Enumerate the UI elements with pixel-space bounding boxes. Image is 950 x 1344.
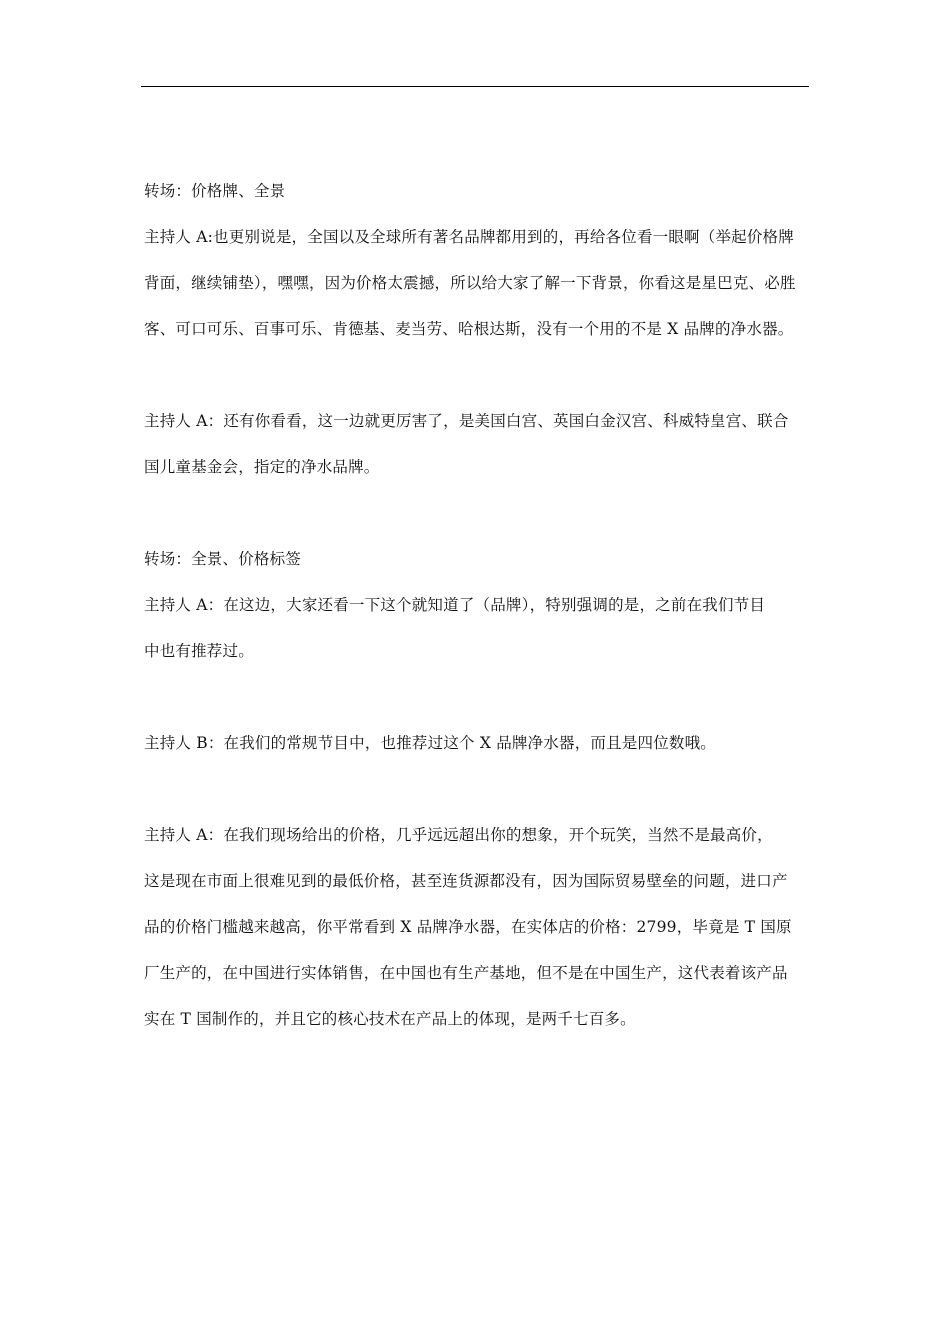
paragraph-gap <box>144 352 816 398</box>
text-line: 主持人 A：在我们现场给出的价格，几乎远远超出你的想象，开个玩笑，当然不是最高价， <box>144 826 773 844</box>
text-line: 客、可口可乐、百事可乐、肯德基、麦当劳、哈根达斯，没有一个用的不是 X 品牌的净水器。 <box>144 320 794 338</box>
text-line: 厂生产的，在中国进行实体销售，在中国也有生产基地，但不是在中国生产，这代表着该产品 <box>144 964 788 982</box>
transition-1 <box>144 168 816 214</box>
text-line: 主持人 B：在我们的常规节目中，也推荐过这个 X 品牌净水器，而且是四位数哦。 <box>144 734 717 752</box>
text-line: 国儿童基金会，指定的净水品牌。 <box>144 458 380 476</box>
text-line: 转场：价格牌、全景 <box>144 182 286 200</box>
paragraph-gap <box>144 674 816 720</box>
text-line: 转场：全景、价格标签 <box>144 550 302 568</box>
speech-host-a-2 <box>144 398 816 490</box>
text-line: 实在 T 国制作的，并且它的核心技术在产品上的体现，是两千七百多。 <box>144 1010 636 1028</box>
text-line: 这是现在市面上很难见到的最低价格，甚至连货源都没有，因为国际贸易壁垒的问题，进口产 <box>144 872 788 890</box>
speech-host-b-1 <box>144 720 816 766</box>
text-line: 中也有推荐过。 <box>144 642 254 660</box>
paragraph-gap <box>144 766 816 812</box>
speech-host-a-4 <box>144 812 816 1042</box>
header-rule <box>141 86 809 87</box>
document-body <box>144 168 816 1042</box>
text-line: 主持人 A:也更别说是，全国以及全球所有著名品牌都用到的，再给各位看一眼啊（举起价格牌 <box>144 228 794 246</box>
paragraph-gap <box>144 490 816 536</box>
transition-2 <box>144 536 816 582</box>
text-line: 主持人 A：还有你看看，这一边就更厉害了，是美国白宫、英国白金汉宫、科威特皇宫、联合 <box>144 412 789 430</box>
text-line: 背面，继续铺垫），嘿嘿，因为价格太震撼，所以给大家了解一下背景，你看这是星巴克、必胜 <box>144 274 796 292</box>
text-line: 主持人 A：在这边，大家还看一下这个就知道了（品牌），特别强调的是，之前在我们节目 <box>144 596 766 614</box>
speech-host-a-1 <box>144 214 816 352</box>
speech-host-a-3 <box>144 582 816 674</box>
text-line: 品的价格门槛越来越高，你平常看到 X 品牌净水器，在实体店的价格：2799，毕竟是 T 国原 <box>144 918 792 936</box>
